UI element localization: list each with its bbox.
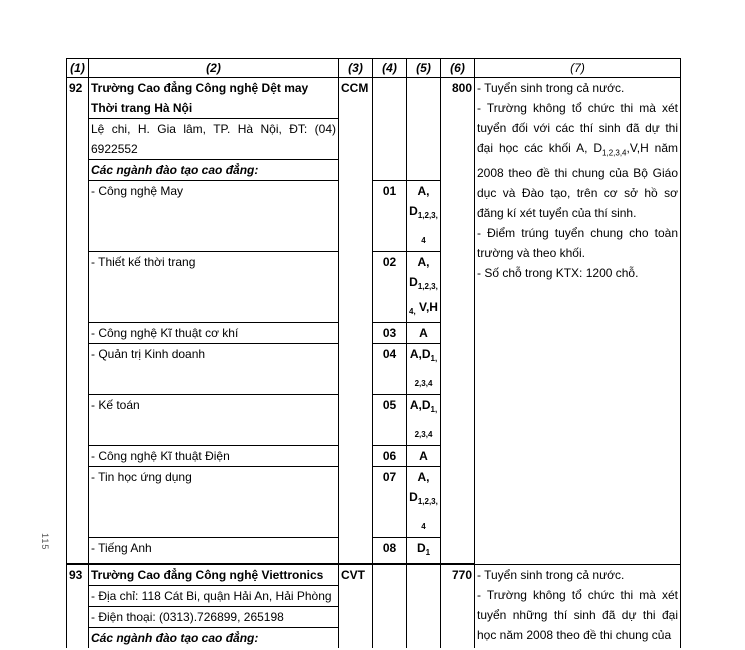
school-name: Trường Cao đẳng Công nghệ Viettronics [89,565,339,586]
note-line: - Tuyển sinh trong cả nước. [477,568,625,582]
major-name: - Tin học ứng dụng [89,467,339,538]
admissions-table [66,58,681,648]
school-stt: 92 [67,78,89,119]
section-label: Các ngành đào tạo cao đẳng: [89,628,339,649]
major-code: 05 [373,395,407,446]
major-name: - Kế toán [89,395,339,446]
school-93-title-row [67,565,681,586]
empty-cell [373,78,407,119]
note-line: - Số chỗ trong KTX: 1200 chỗ. [477,266,639,281]
header-cell-5: (5) [407,59,441,78]
school-code: CVT [339,565,373,586]
header-cell-6: (6) [441,59,475,78]
major-code: 08 [373,538,407,564]
school-address: Lệ chi, H. Gia lâm, TP. Hà Nội, ĐT: (04) 6922552 [89,119,339,160]
header-cell-1: (1) [67,59,89,78]
major-name: - Quản trị Kinh doanh [89,344,339,395]
major-blocks: A, $D_{1,2,3,}$ $_4$ [407,467,441,538]
school-92-title-row [67,78,681,119]
header-row [67,59,681,78]
school-quota: 770 [441,565,475,586]
school-phone: - Điện thoại: (0313).726899, 265198 [89,607,339,628]
major-code: 03 [373,323,407,344]
major-code: 02 [373,252,407,323]
major-name: - Tiếng Anh [89,538,339,564]
header-cell-7: (7) [475,59,681,78]
major-blocks: A, $D_{1,2,3,}$ $_4$ [407,181,441,252]
school-notes [475,565,681,649]
school-name: Trường Cao đẳng Công nghệ Dệt may Thời trang Hà Nội [89,78,339,119]
note-line: - Trường không tổ chức thi mà xét tuyển đối với các thí sinh đã dự thi đại học các khối A, $D_{1,2,3,4},V,H$ năm 2008 theo đề thi chung của Bộ Giáo dục và Đào tạo, trên cơ sở hồ sơ đăng kí xét tuyển của thí sinh. [477,101,679,221]
school-code: CCM [339,78,373,119]
major-blocks: $A,D_{1,}$ $_{2,3,4}$ [407,395,441,446]
major-name: - Công nghệ Kĩ thuật Điện [89,446,339,467]
major-code: 01 [373,181,407,252]
empty-cell [407,78,441,119]
major-blocks: A, $D_{1,2,3,}$ $_{4,}$ V,H [407,252,441,323]
major-code: 04 [373,344,407,395]
school-notes [475,78,681,565]
section-label: Các ngành đào tạo cao đẳng: [89,160,339,181]
note-line: - Trường không tổ chức thi mà xét tuyển những thí sinh đã dự thi đại học năm 2008 theo đề thi chung của [477,588,678,642]
header-cell-3: (3) [339,59,373,78]
major-code: 07 [373,467,407,538]
school-quota: 800 [441,78,475,119]
header-cell-2: (2) [89,59,339,78]
major-code: 06 [373,446,407,467]
major-name: - Công nghệ May [89,181,339,252]
school-address: - Địa chỉ: 118 Cát Bi, quận Hải An, Hải Phòng [89,586,339,607]
major-blocks: A [407,446,441,467]
major-name: - Công nghệ Kĩ thuật cơ khí [89,323,339,344]
school-stt: 93 [67,565,89,586]
note-line: - Điểm trúng tuyển chung cho toàn trường và theo khối. [477,226,678,261]
major-blocks: A [407,323,441,344]
major-blocks: $D_1$ [407,538,441,564]
major-name: - Thiết kế thời trang [89,252,339,323]
header-cell-4: (4) [373,59,407,78]
note-line: - Tuyển sinh trong cả nước. [477,81,625,95]
page-number: 115 [40,533,50,551]
major-blocks: $A,D_{1,}$ $_{2,3,4}$ [407,344,441,395]
